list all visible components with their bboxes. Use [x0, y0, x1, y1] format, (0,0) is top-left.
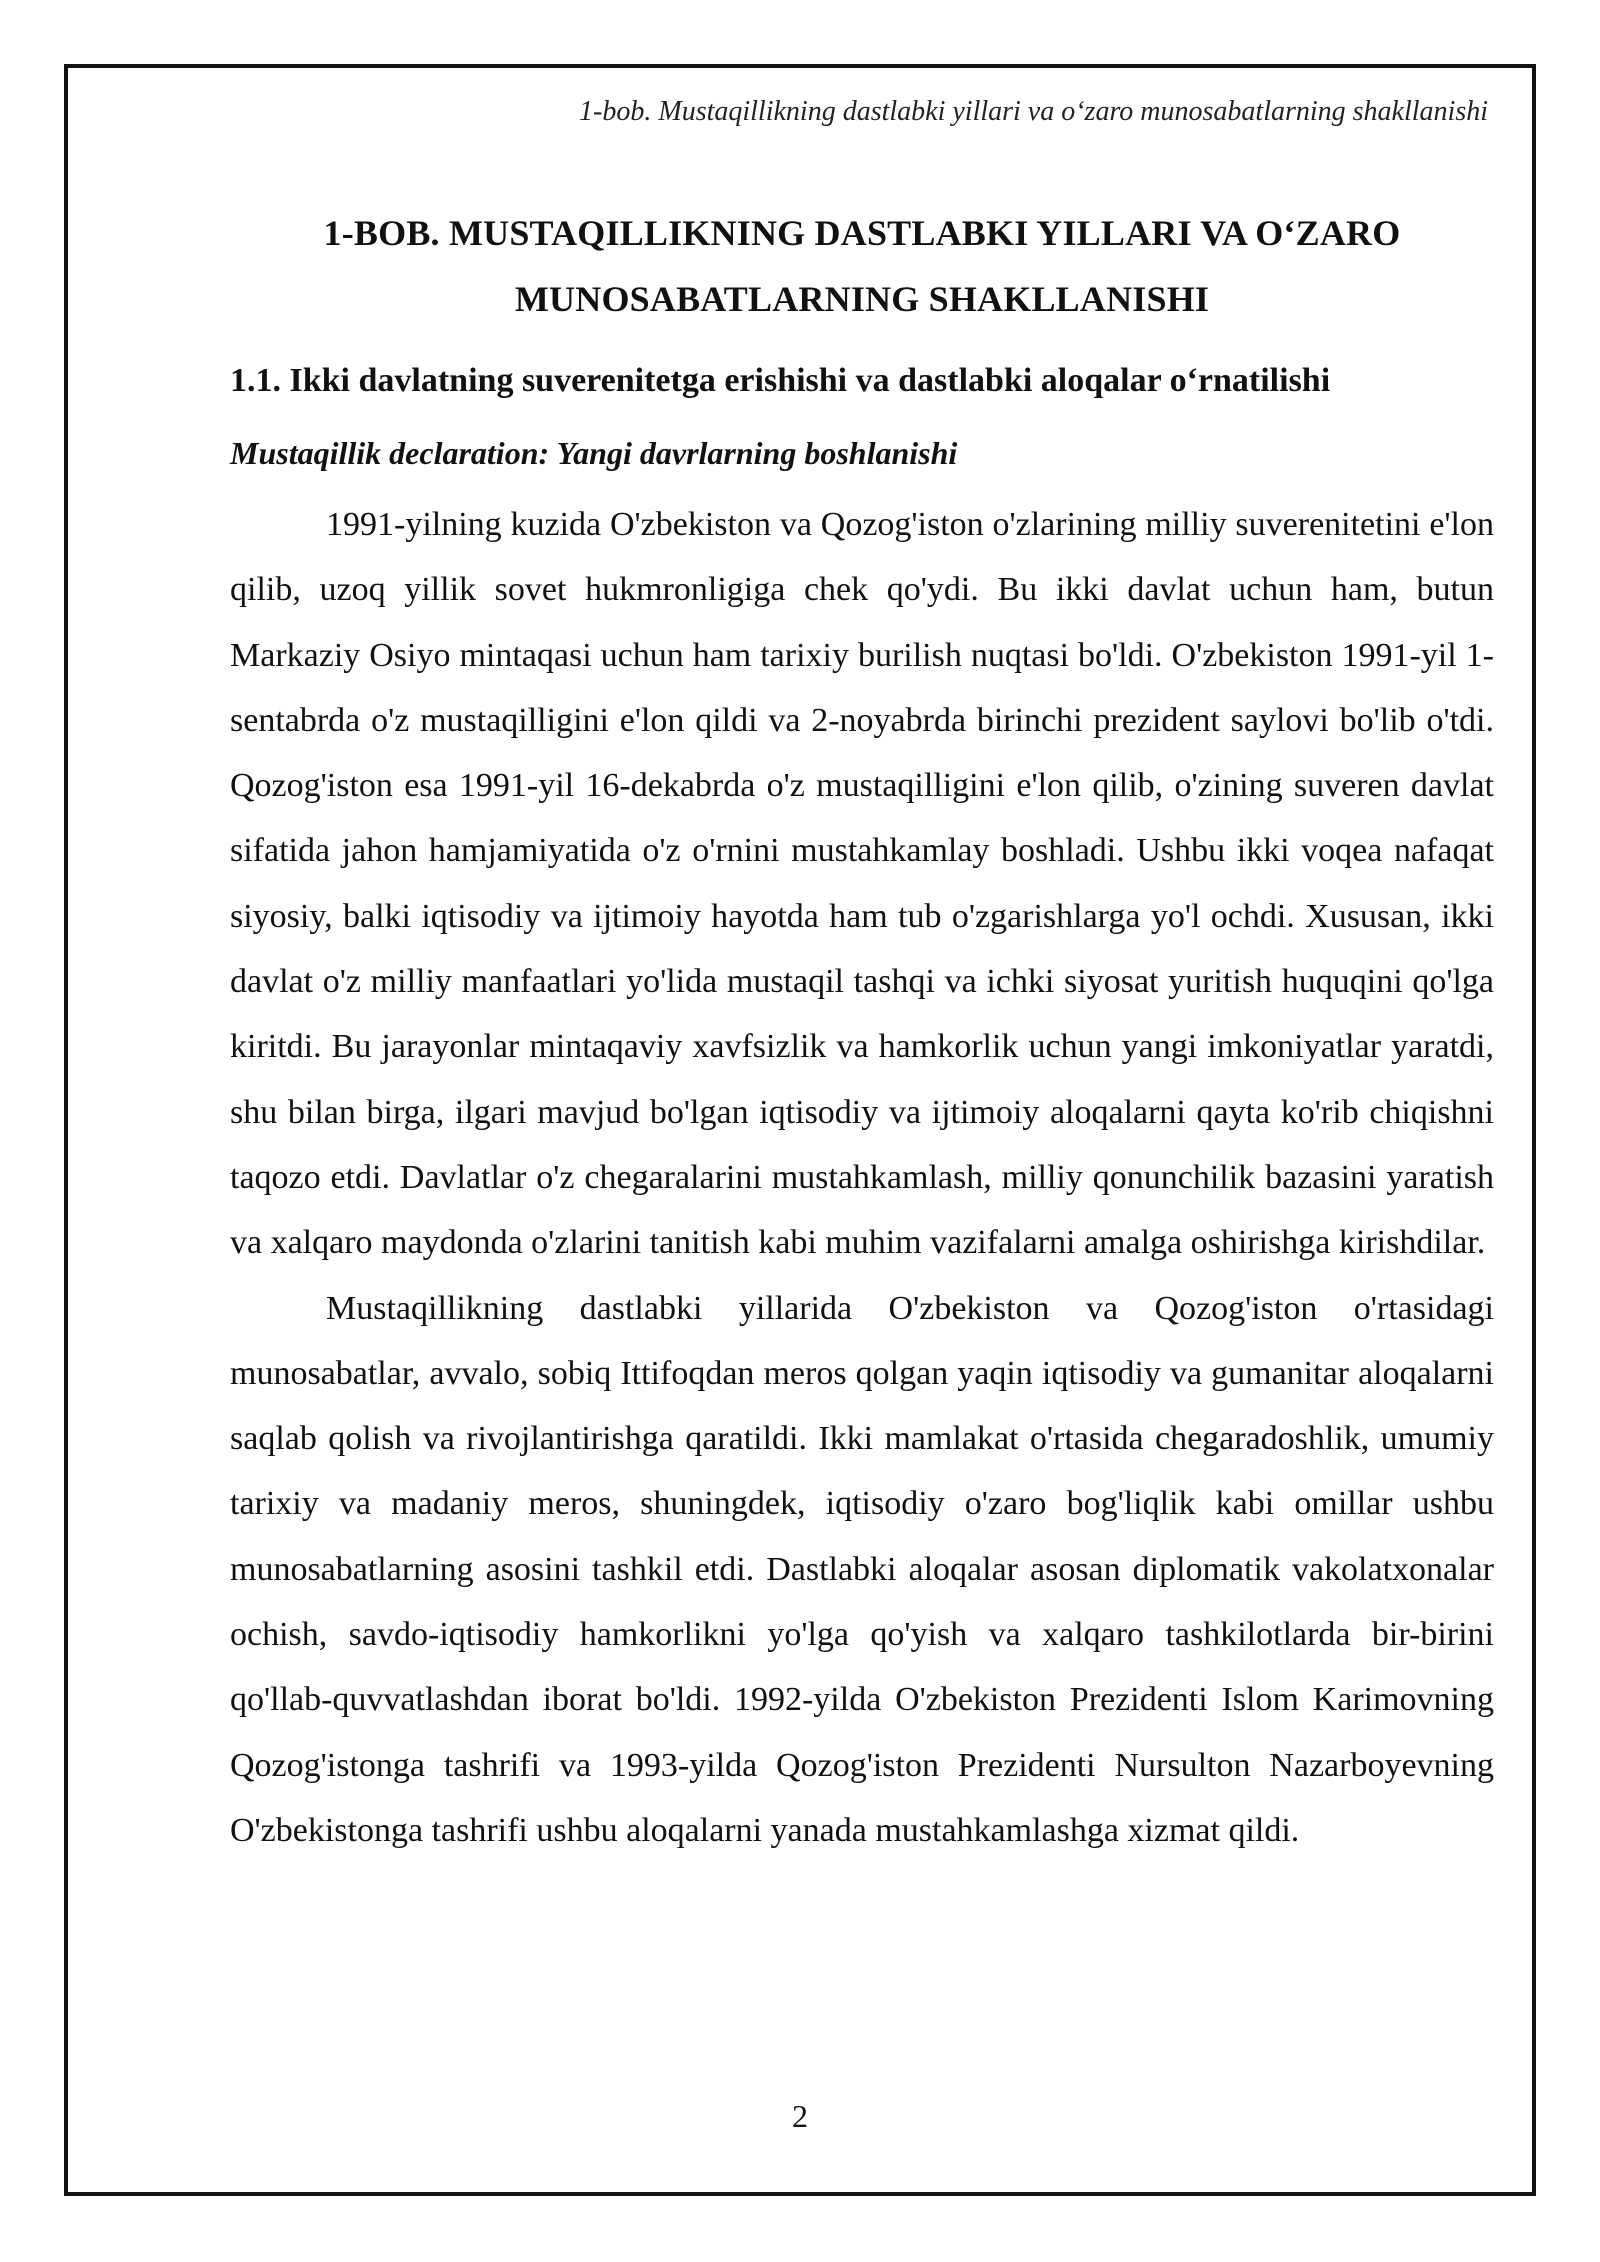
running-header: 1-bob. Mustaqillikning dastlabki yillari va o‘zaro munosabatlarning shakllanishi — [579, 96, 1488, 127]
chapter-title-line-1: 1-BOB. MUSTAQILLIKNING DASTLABKI YILLARI VA O‘ZARO — [323, 213, 1401, 253]
chapter-title-line-2: MUNOSABATLARNING SHAKLLANISHI — [514, 279, 1210, 319]
body-paragraph-1: 1991-yilning kuzida O'zbekiston va Qozog'iston o'zlarining milliy suverenitetini e'lon qilib, uzoq yillik sovet hukmronligiga chek qo'ydi. Bu ikki davlat uchun ham, butun Markaziy Osiyo mintaqasi uchun ham tarixiy burilish nuqtasi bo'ldi. O'zbekiston 1991-yil 1-sentabrda o'z mustaqilligini e'lon qildi va 2-noyabrda birinchi prezident saylovi bo'lib o'tdi. Qozog'iston esa 1991-yil 16-dekabrda o'z mustaqilligini e'lon qilib, o'zining suveren davlat sifatida jahon hamjamiyatida o'z o'rnini mustahkamlay boshladi. Ushbu ikki voqea nafaqat siyosiy, balki iqtisodiy va ijtimoiy hayotda ham tub o'zgarishlarga yo'l ochdi. Xususan, ikki davlat o'z milliy manfaatlari yo'lida mustaqil tashqi va ichki siyosat yuritish huquqini qo'lga kiritdi. Bu jarayonlar mintaqaviy xavfsizlik va hamkorlik uchun yangi imkoniyatlar yaratdi, shu bilan birga, ilgari mavjud bo'lgan iqtisodiy va ijtimoiy aloqalarni qayta ko'rib chiqishni taqozo etdi. Davlatlar o'z chegaralarini mustahkamlash, milliy qonunchilik bazasini yaratish va xalqaro maydonda o'zlarini tanitish kabi muhim vazifalarni amalga oshirishga kirishdilar. — [230, 506, 1494, 1262]
section-title: 1.1. Ikki davlatning suverenitetga erishishi va dastlabki aloqalar o‘rnatilishi — [230, 362, 1331, 399]
subsection-title: Mustaqillik declaration: Yangi davrlarning boshlanishi — [230, 435, 958, 471]
page-number: 2 — [792, 2098, 808, 2134]
body-paragraph-2: Mustaqillikning dastlabki yillarida O'zbekiston va Qozog'iston o'rtasidagi munosabatlar, avvalo, sobiq Ittifoqdan meros qolgan yaqin iqtisodiy va gumanitar aloqalarni saqlab qolish va rivojlantirishga qaratildi. Ikki mamlakat o'rtasida chegaradoshlik, umumiy tarixiy va madaniy meros, shuningdek, iqtisodiy o'zaro bog'liqlik kabi omillar ushbu munosabatlarning asosini tashkil etdi. Dastlabki aloqalar asosan diplomatik vakolatxonalar ochish, savdo-iqtisodiy hamkorlikni yo'lga qo'yish va xalqaro tashkilotlarda bir-birini qo'llab-quvvatlashdan iborat bo'ldi. 1992-yilda O'zbekiston Prezidenti Islom Karimovning Qozog'istonga tashrifi va 1993-yilda Qozog'iston Prezidenti Nursulton Nazarboyevning O'zbekistonga tashrifi ushbu aloqalarni yanada mustahkamlashga xizmat qildi. — [230, 1289, 1494, 1849]
chapter-title — [230, 200, 1494, 332]
page-content — [230, 200, 1494, 1863]
